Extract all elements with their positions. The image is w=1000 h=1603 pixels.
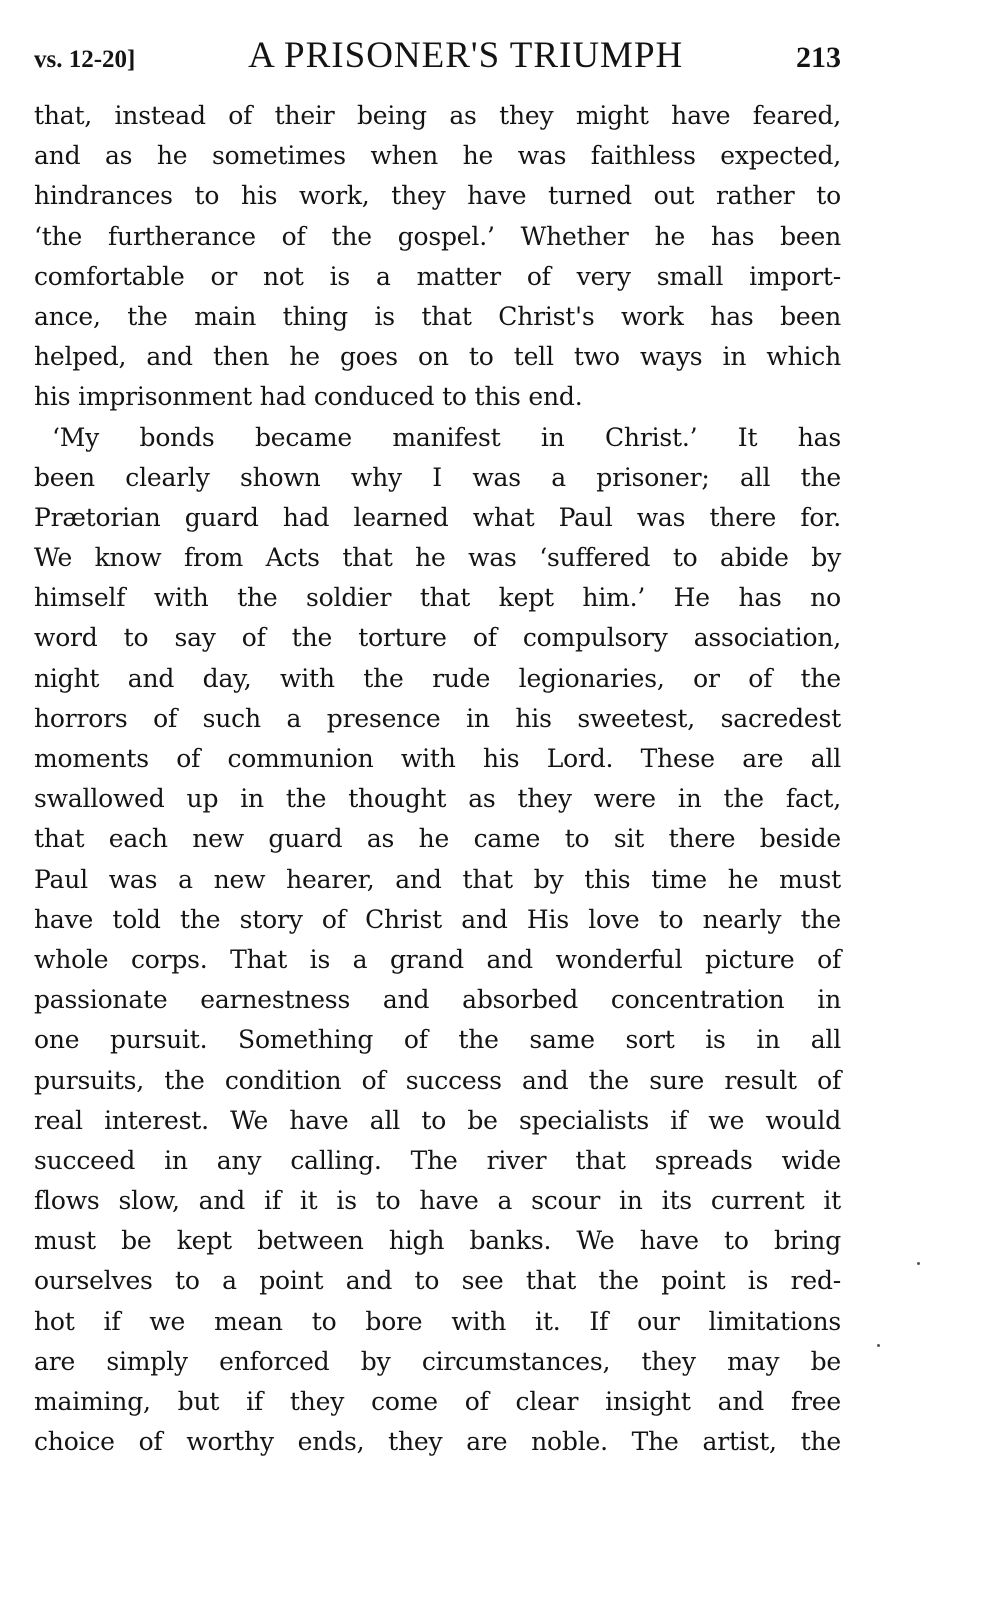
text-line: ‘My bonds became manifest in Christ.’ It has bbox=[52, 422, 841, 452]
text-line: been clearly shown why I was a prisoner; all the bbox=[34, 462, 841, 492]
text-line: night and day, with the rude legionaries, or of the bbox=[34, 663, 841, 693]
text-line: hot if we mean to bore with it. If our limitations bbox=[34, 1306, 841, 1336]
text-line: ourselves to a point and to see that the point is red- bbox=[34, 1266, 841, 1296]
book-page bbox=[34, 34, 841, 1462]
text-line: maiming, but if they come of clear insight and free bbox=[34, 1387, 841, 1416]
text-line: choice of worthy ends, they are noble. The artist, the bbox=[34, 1427, 841, 1457]
text-line: himself with the soldier that kept him.’ He has no bbox=[34, 583, 841, 613]
text-line: flows slow, and if it is to have a scour in its current it bbox=[34, 1186, 841, 1216]
text-line: horrors of such a presence in his sweetest, sacredest bbox=[34, 703, 841, 733]
text-line: are simply enforced by circumstances, they may be bbox=[34, 1346, 841, 1376]
text-line: swallowed up in the thought as they were in the fact, bbox=[34, 784, 841, 814]
text-line: passionate earnestness and absorbed concentration in bbox=[34, 985, 841, 1015]
text-line: that each new guard as he came to sit there beside bbox=[34, 824, 841, 854]
text-line: We know from Acts that he was ‘suffered to abide by bbox=[34, 543, 841, 573]
text-line: word to say of the torture of compulsory association, bbox=[34, 623, 841, 653]
text-line: one pursuit. Something of the same sort is in all bbox=[34, 1025, 841, 1055]
text-line: that, instead of their being as they might have feared, bbox=[34, 101, 841, 130]
text-line: have told the story of Christ and His love to nearly the bbox=[34, 904, 841, 934]
print-speck bbox=[917, 1262, 920, 1265]
text-line: ance, the main thing is that Christ's work has been bbox=[34, 301, 841, 331]
text-line: helped, and then he goes on to tell two ways in which bbox=[34, 342, 841, 372]
page-number: 213 bbox=[796, 41, 841, 74]
text-line: pursuits, the condition of success and the sure result of bbox=[34, 1065, 841, 1095]
text-line: real interest. We have all to be specialists if we would bbox=[34, 1105, 841, 1135]
text-line: moments of communion with his Lord. These are all bbox=[34, 744, 841, 773]
text-line: Prætorian guard had learned what Paul was there for. bbox=[34, 502, 841, 532]
print-speck bbox=[877, 1344, 880, 1347]
verse-reference: vs. 12-20] bbox=[34, 46, 136, 73]
text-line: ‘the furtherance of the gospel.’ Whether he has been bbox=[34, 221, 841, 251]
text-line: Paul was a new hearer, and that by this time he must bbox=[34, 864, 841, 894]
text-line: and as he sometimes when he was faithless expected, bbox=[34, 141, 841, 171]
text-line: succeed in any calling. The river that spreads wide bbox=[34, 1145, 841, 1175]
page-title: A PRISONER'S TRIUMPH bbox=[248, 35, 684, 76]
text-line: whole corps. That is a grand and wonderful picture of bbox=[34, 944, 841, 974]
text-line: comfortable or not is a matter of very small import- bbox=[34, 261, 841, 291]
text-line: his imprisonment had conduced to this end. bbox=[34, 382, 583, 412]
text-line: hindrances to his work, they have turned out rather to bbox=[34, 181, 841, 211]
text-line: must be kept between high banks. We have to bring bbox=[34, 1226, 841, 1256]
body-text bbox=[34, 96, 841, 1462]
running-header bbox=[34, 34, 841, 96]
